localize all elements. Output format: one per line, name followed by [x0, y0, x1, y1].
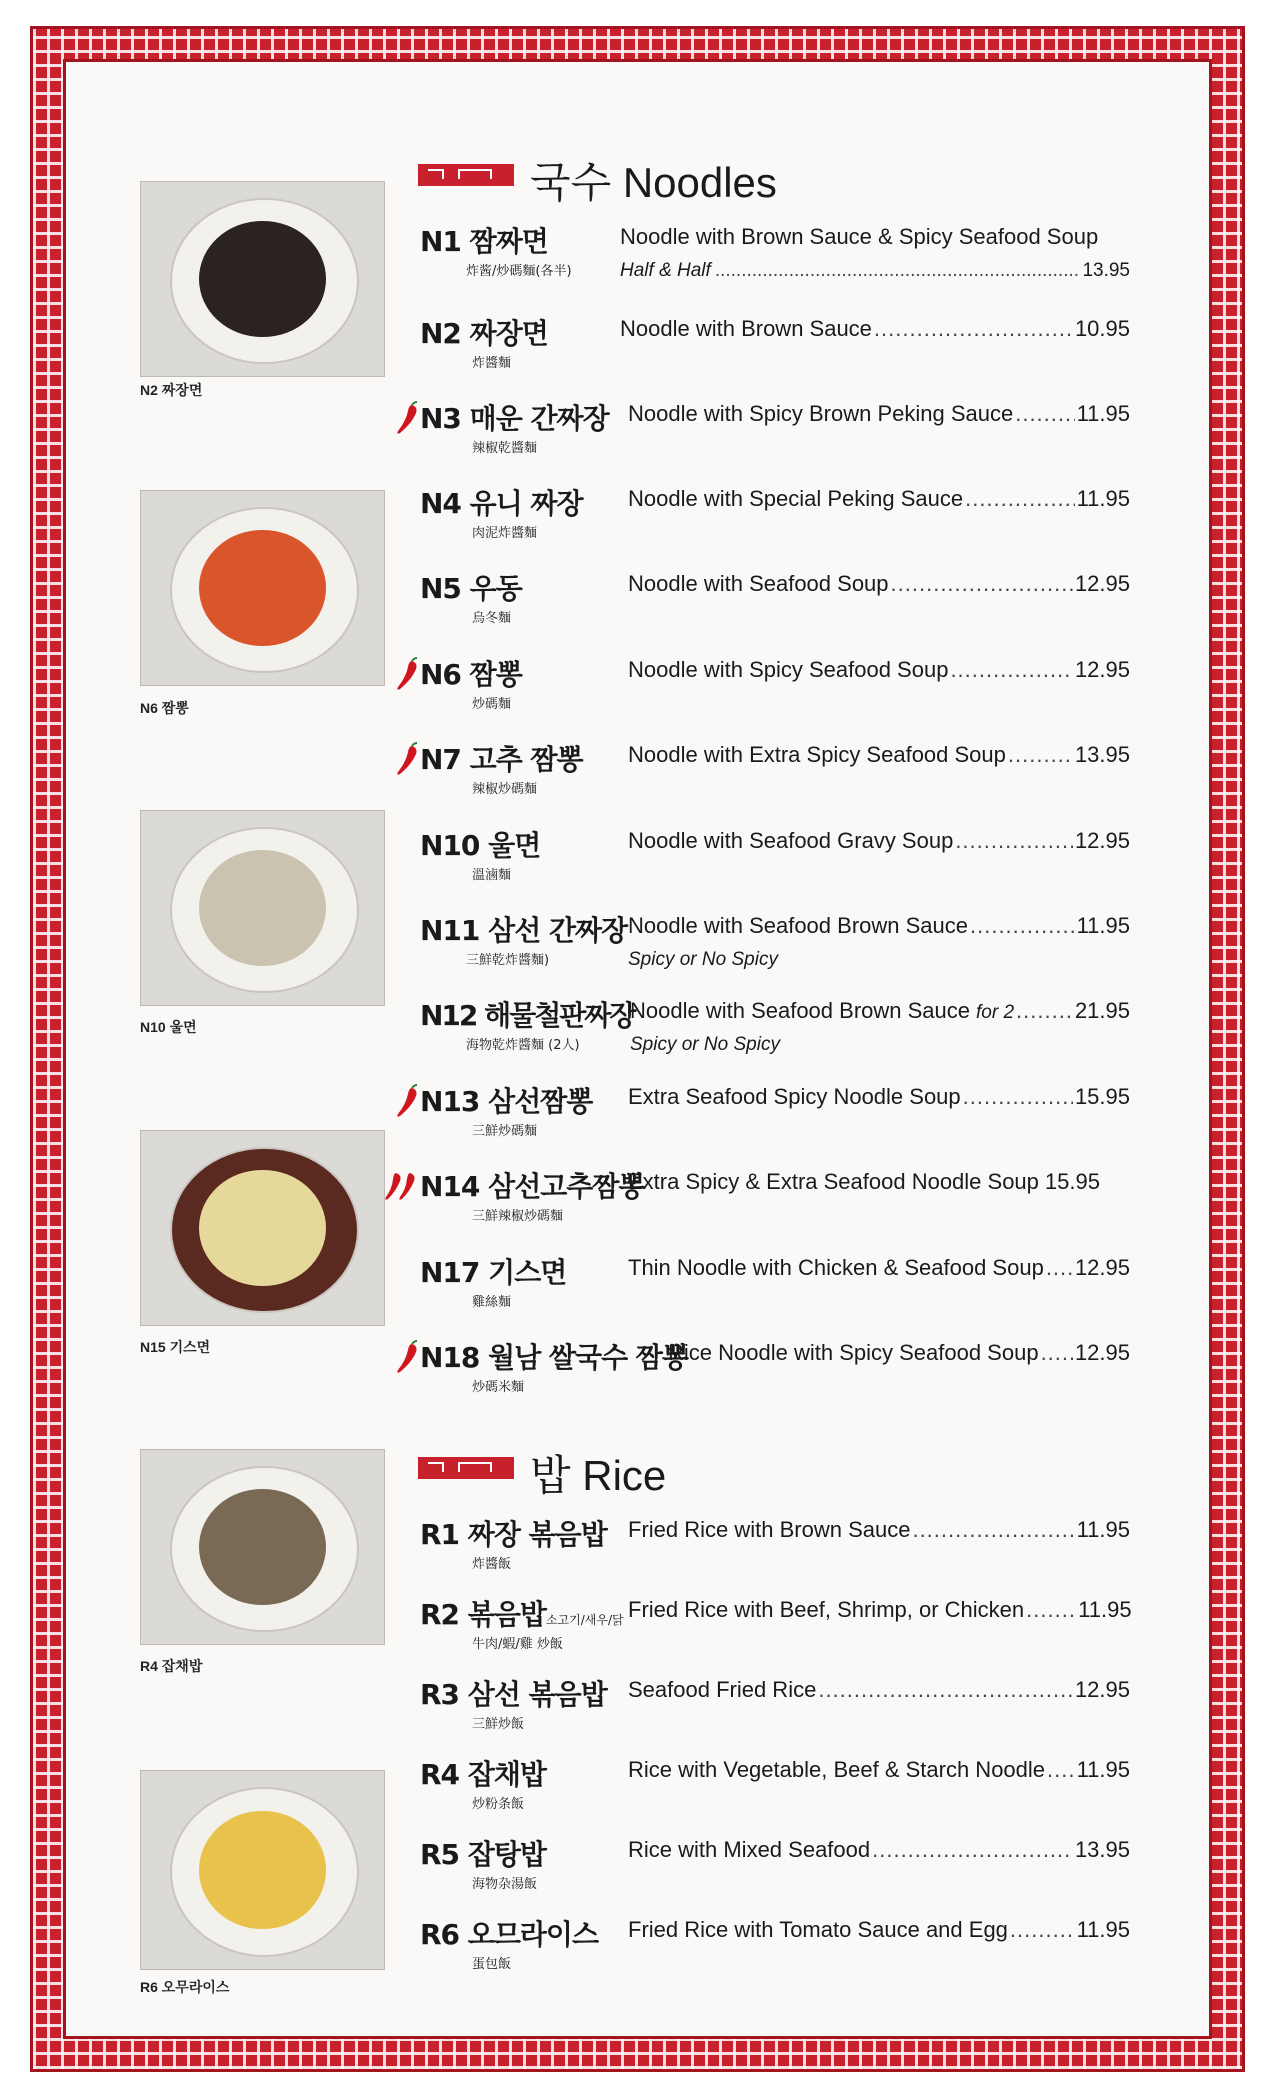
- leader-dots: [818, 1677, 1073, 1703]
- item-desc-text: Noodle with Spicy Seafood Soup: [628, 657, 949, 682]
- item-chinese-name: 炒碼米麵: [472, 1380, 525, 1395]
- section-marker: [418, 1457, 514, 1479]
- item-price: 21.95: [1074, 998, 1130, 1023]
- item-desc-text: Noodle with Seafood Brown Sauce: [630, 998, 970, 1023]
- item-name: N4 유니 짜장: [420, 487, 583, 520]
- item-name: R3 삼선 볶음밥: [420, 1678, 607, 1711]
- item-desc-text: Noodle with Brown Sauce: [620, 316, 872, 341]
- item-chinese-name: 三鮮辣椒炒碼麵: [472, 1209, 564, 1224]
- item-description: [620, 224, 1130, 250]
- item-chinese-name: 辣椒乾醬麵: [472, 441, 538, 456]
- item-name: N10 울면: [420, 829, 541, 862]
- item-note-line: [620, 260, 1130, 282]
- item-chinese-name: 溫滷麵: [472, 868, 512, 883]
- menu-item-n4: [390, 482, 1130, 552]
- item-price: 12.95: [1074, 828, 1130, 853]
- item-desc-text: Fried Rice with Brown Sauce: [628, 1517, 911, 1542]
- item-description: [628, 1597, 1130, 1623]
- item-desc-text: Extra Seafood Spicy Noodle Soup: [628, 1084, 961, 1109]
- item-description: [628, 486, 1130, 512]
- item-price: 10.95: [1074, 316, 1130, 341]
- photo-n15-giseumyeon: [140, 1130, 385, 1326]
- leader-dots: [872, 1837, 1073, 1863]
- leader-dots: [1016, 998, 1073, 1024]
- leader-dots: [1041, 1340, 1073, 1366]
- item-chinese-name: 烏冬麵: [472, 611, 512, 626]
- leader-dots: [965, 486, 1074, 512]
- chili-pepper-icon: [382, 1169, 418, 1203]
- leader-dots: [955, 828, 1073, 854]
- item-description: [628, 828, 1130, 854]
- item-note: Half & Half: [620, 260, 711, 281]
- item-chinese-name: 雞絲麵: [472, 1295, 512, 1310]
- photo-caption: R4 잡채밥: [140, 1658, 203, 1674]
- item-description: [628, 1837, 1130, 1863]
- item-desc-text: Extra Spicy & Extra Seafood Noodle Soup: [628, 1169, 1039, 1194]
- photo-caption: N6 짬뽕: [140, 700, 189, 716]
- item-desc-text: Seafood Fried Rice: [628, 1677, 817, 1702]
- item-desc-text: Fried Rice with Tomato Sauce and Egg: [628, 1917, 1008, 1942]
- menu-item-n17: [390, 1251, 1130, 1321]
- item-description: [628, 401, 1130, 427]
- item-description: [620, 316, 1130, 342]
- menu-item-r5: [390, 1833, 1130, 1903]
- leader-dots: [1008, 742, 1073, 768]
- item-name: N7 고추 짬뽕: [420, 743, 583, 776]
- item-name: R5 잡탕밥: [420, 1838, 546, 1871]
- photo-caption: R6 오무라이스: [140, 1979, 230, 1995]
- leader-dots: [1047, 1757, 1075, 1783]
- item-price: 11.95: [1076, 1917, 1130, 1942]
- item-price: 11.95: [1076, 486, 1130, 511]
- menu-item-n1: [390, 220, 1130, 290]
- item-desc-text: Noodle with Spicy Brown Peking Sauce: [628, 401, 1014, 426]
- item-price: 11.95: [1078, 1597, 1132, 1622]
- menu-item-n6: [390, 653, 1130, 723]
- item-chinese-name: 炸酱/炒碼麵(各半): [466, 264, 572, 279]
- menu-item-n12: [390, 994, 1130, 1064]
- menu-item-n11: [390, 909, 1130, 979]
- item-chinese-name: 炸醬麵: [472, 356, 512, 371]
- item-price: 12.95: [1074, 1255, 1130, 1280]
- item-desc-text: Noodle with Seafood Brown Sauce: [628, 913, 968, 938]
- item-description: [628, 571, 1130, 597]
- item-price: 13.95: [1082, 260, 1130, 281]
- item-desc-text: Rice with Vegetable, Beef & Starch Noodle: [628, 1757, 1046, 1782]
- item-description: [628, 657, 1130, 683]
- item-price: 13.95: [1074, 1837, 1130, 1862]
- photo-n2-jajangmyeon: [140, 181, 385, 377]
- menu-item-n14: [390, 1165, 1130, 1235]
- item-name-text: R2 볶음밥: [420, 1598, 546, 1631]
- item-description: [628, 1917, 1130, 1943]
- section-title: 밥 Rice: [530, 1452, 667, 1499]
- leader-dots: [912, 1517, 1074, 1543]
- menu-item-n10: [390, 824, 1130, 894]
- item-note: Spicy or No Spicy: [628, 949, 778, 970]
- photo-n10-ulmyeon: [140, 810, 385, 1006]
- item-name: N17 기스면: [420, 1256, 567, 1289]
- item-desc-text: Noodle with Seafood Gravy Soup: [628, 828, 954, 853]
- item-desc-text: Noodle with Brown Sauce & Spicy Seafood Soup: [620, 224, 1099, 249]
- item-chinese-name: 三鮮炒飯: [472, 1717, 525, 1732]
- item-desc-text: Noodle with Extra Spicy Seafood Soup: [628, 742, 1006, 767]
- item-chinese-name: 三鮮乾炸醬麵): [466, 953, 550, 968]
- item-desc-text: Fried Rice with Beef, Shrimp, or Chicken: [628, 1597, 1025, 1622]
- menu-item-n18: [390, 1336, 1130, 1406]
- item-name: R6 오므라이스: [420, 1918, 599, 1951]
- item-desc-text: Noodle with Special Peking Sauce: [628, 486, 964, 511]
- item-description: [628, 913, 1130, 939]
- menu-item-r4: [390, 1753, 1130, 1823]
- item-description: [628, 1255, 1130, 1281]
- item-chinese-name: 海物杂湯飯: [472, 1877, 538, 1892]
- menu-item-n2: [390, 312, 1130, 382]
- leader-dots: [970, 913, 1075, 939]
- item-price: 13.95: [1074, 742, 1130, 767]
- photo-r6-omurice: [140, 1770, 385, 1970]
- item-price: 12.95: [1074, 1340, 1130, 1365]
- menu-item-r3: [390, 1673, 1130, 1743]
- leader-dots: [715, 260, 1079, 282]
- item-chinese-name: 牛肉/蝦/雞 炒飯: [472, 1637, 563, 1652]
- item-chinese-name: 炒碼麵: [472, 697, 512, 712]
- item-price: 12.95: [1074, 657, 1130, 682]
- item-description: [628, 1169, 1130, 1195]
- item-price: 12.95: [1074, 571, 1130, 596]
- menu-item-n3: [390, 397, 1130, 467]
- item-name: N18 월남 쌀국수 짬뽕: [420, 1341, 688, 1374]
- item-description: [628, 1757, 1130, 1783]
- item-price: 11.95: [1076, 1517, 1130, 1542]
- item-desc-text: Rice with Mixed Seafood: [628, 1837, 871, 1862]
- item-name: R4 잡채밥: [420, 1758, 546, 1791]
- item-description: [628, 1517, 1130, 1543]
- photo-n6-jjamppong: [140, 490, 385, 686]
- item-chinese-name: 辣椒炒碼麵: [472, 782, 538, 797]
- item-note: Spicy or No Spicy: [630, 1034, 780, 1055]
- leader-dots: [1015, 401, 1074, 427]
- item-name: N3 매운 간짜장: [420, 402, 609, 435]
- leader-dots: [963, 1084, 1073, 1110]
- item-description: [628, 1084, 1130, 1110]
- leader-dots: [891, 571, 1073, 597]
- menu-item-n7: [390, 738, 1130, 808]
- photo-caption: N15 기스면: [140, 1339, 211, 1355]
- leader-dots: [1010, 1917, 1075, 1943]
- item-price: 15.95: [1074, 1084, 1130, 1109]
- leader-dots: [874, 316, 1073, 342]
- item-price: 11.95: [1076, 401, 1130, 426]
- menu-item-r2: [390, 1593, 1130, 1663]
- item-description: [628, 1677, 1130, 1703]
- item-desc-text: Rice Noodle with Spicy Seafood Soup: [668, 1340, 1039, 1365]
- menu-item-r1: [390, 1513, 1130, 1583]
- item-description: [628, 742, 1130, 768]
- section-marker: [418, 164, 514, 186]
- leader-dots: [950, 657, 1073, 683]
- item-chinese-name: 炸醬飯: [472, 1557, 512, 1572]
- item-name: R1 짜장 볶음밥: [420, 1518, 607, 1551]
- menu-item-n13: [390, 1080, 1130, 1150]
- item-price: 15.95: [1044, 1169, 1100, 1194]
- item-description: [668, 1340, 1130, 1366]
- item-desc-text: Thin Noodle with Chicken & Seafood Soup: [628, 1255, 1044, 1280]
- item-name: N6 짬뽕: [420, 658, 522, 691]
- menu-item-n5: [390, 567, 1130, 637]
- item-chinese-name: 炒粉条飯: [472, 1797, 525, 1812]
- leader-dots: [1046, 1255, 1073, 1281]
- photo-r4-japchaebap: [140, 1449, 385, 1645]
- item-chinese-name: 蛋包飯: [472, 1957, 512, 1972]
- photo-caption: N2 짜장면: [140, 382, 203, 398]
- item-price: 12.95: [1074, 1677, 1130, 1702]
- item-chinese-name: 三鮮炒碼麵: [472, 1124, 538, 1139]
- item-name: [420, 1593, 624, 1633]
- item-price: 11.95: [1076, 1757, 1130, 1782]
- item-name: N1 짬짜면: [420, 225, 548, 258]
- item-chinese-name: 肉泥炸醬麵: [472, 526, 538, 541]
- item-name: N14 삼선고추짬뽕: [420, 1170, 645, 1203]
- item-description: [630, 998, 1130, 1024]
- item-for-label: for 2: [976, 1002, 1015, 1023]
- photo-caption: N10 울면: [140, 1019, 197, 1035]
- item-name: N5 우동: [420, 572, 522, 605]
- item-desc-text: Noodle with Seafood Soup: [628, 571, 889, 596]
- item-price: 11.95: [1076, 913, 1130, 938]
- item-name-options: 소고기/새우/닭: [545, 1613, 624, 1627]
- item-chinese-name: 海物乾炸醬麵 (2人): [466, 1038, 580, 1053]
- leader-dots: [1026, 1597, 1076, 1623]
- menu-item-r6: [390, 1913, 1130, 1983]
- item-name: N2 짜장면: [420, 317, 548, 350]
- item-name: N12 해물철판짜장: [420, 999, 635, 1032]
- item-name: N11 삼선 간짜장: [420, 914, 628, 947]
- item-name: N13 삼선짬뽕: [420, 1085, 593, 1118]
- section-title: 국수 Noodles: [530, 159, 777, 206]
